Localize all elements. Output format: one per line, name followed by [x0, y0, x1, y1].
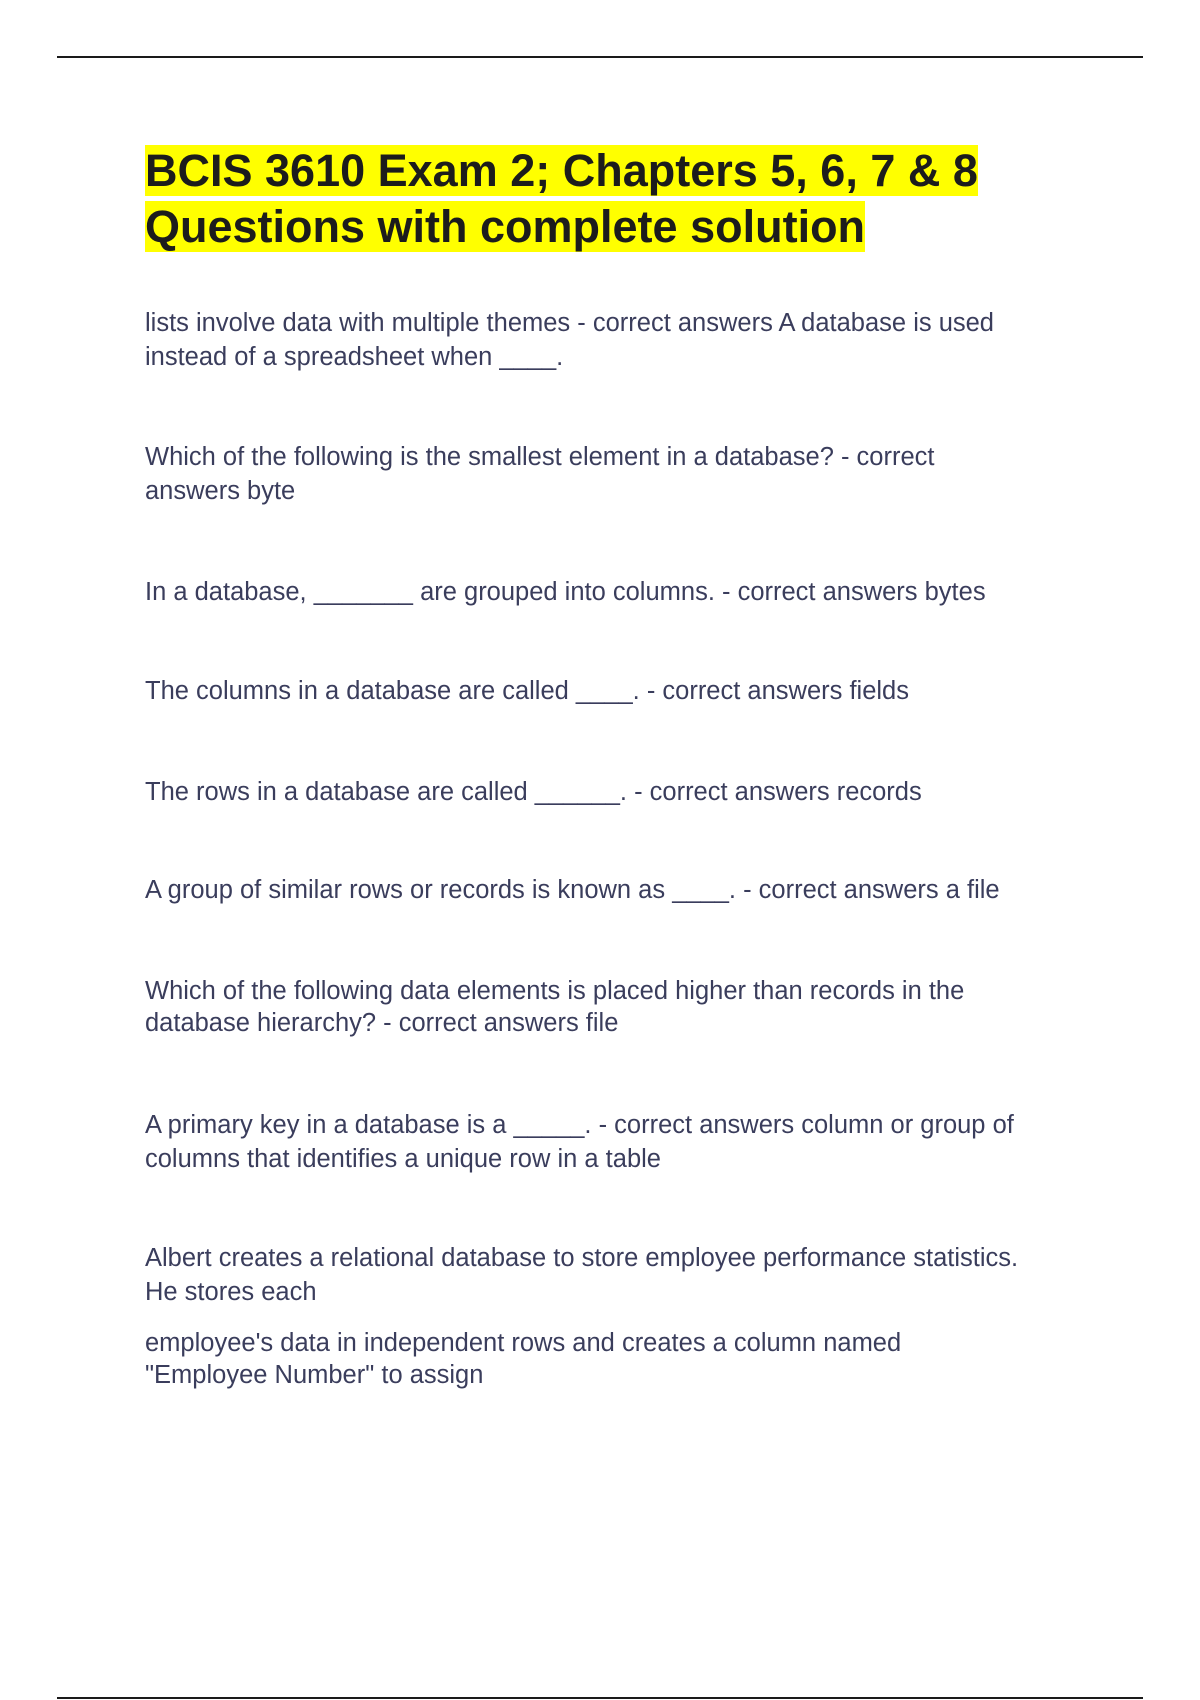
- qa-item-7: Which of the following data elements is placed higher than records in the database hierarchy? - correct answers file: [145, 977, 965, 1037]
- qa-item-5: The rows in a database are called ______. - correct answers records: [145, 778, 922, 806]
- bottom-rule: [57, 1697, 1143, 1699]
- qa-item-6: A group of similar rows or records is known as ____. - correct answers a file: [145, 876, 1000, 904]
- top-rule: [57, 56, 1143, 58]
- qa-item-1: lists involve data with multiple themes - correct answers A database is used instead of a spreadsheet when ____.: [145, 309, 994, 371]
- qa-item-2: Which of the following is the smallest element in a database? - correct answers byte: [145, 443, 935, 505]
- qa-item-9: Albert creates a relational database to store employee performance statistics. He stores each: [145, 1244, 1019, 1306]
- title-line-1: BCIS 3610 Exam 2; Chapters 5, 6, 7 & 8: [145, 145, 978, 196]
- qa-item-3: In a database, _______ are grouped into columns. - correct answers bytes: [145, 578, 986, 606]
- document-title: [145, 143, 1105, 255]
- qa-item-4: The columns in a database are called ____. - correct answers fields: [145, 677, 909, 705]
- qa-item-10: employee's data in independent rows and creates a column named "Employee Number" to assign: [145, 1329, 902, 1389]
- title-line-2: Questions with complete solution: [145, 201, 866, 252]
- qa-item-8: A primary key in a database is a _____. - correct answers column or group of columns that identifies a unique row in a table: [145, 1111, 1014, 1173]
